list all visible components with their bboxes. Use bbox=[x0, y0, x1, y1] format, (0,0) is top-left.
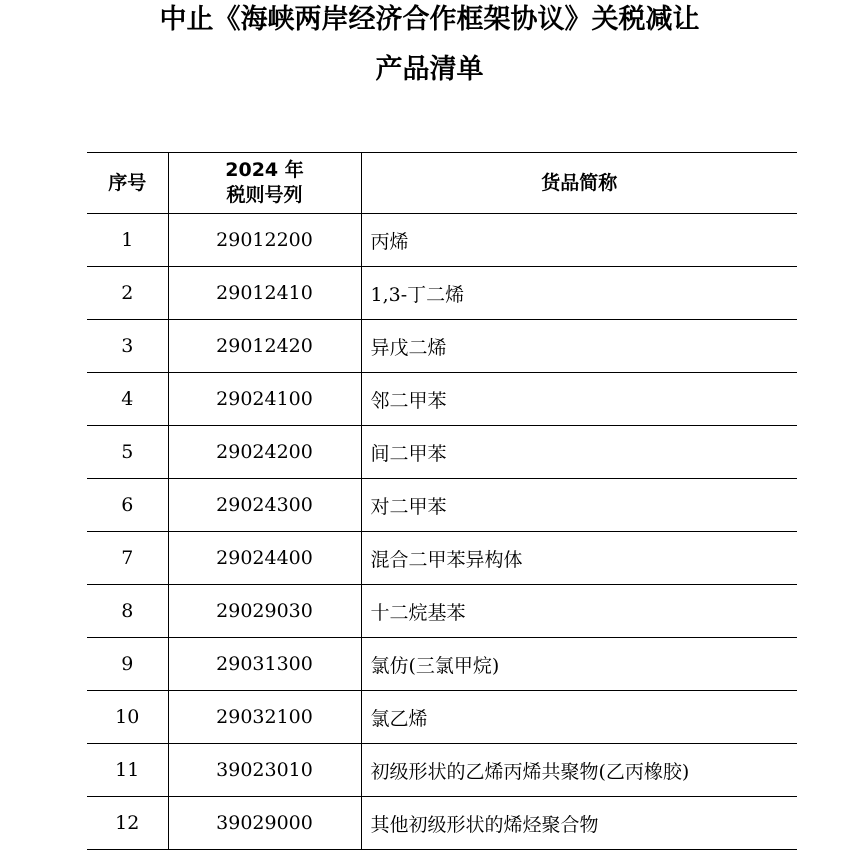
row-tariff-code: 29024300 bbox=[168, 479, 361, 532]
row-seq: 8 bbox=[87, 585, 168, 638]
row-tariff-code: 39023010 bbox=[168, 744, 361, 797]
row-tariff-code: 29024100 bbox=[168, 373, 361, 426]
row-product-name: 丙烯 bbox=[361, 214, 797, 267]
row-tariff-code: 29024400 bbox=[168, 532, 361, 585]
table-header-row bbox=[87, 153, 797, 214]
row-product-name: 其他初级形状的烯烃聚合物 bbox=[361, 797, 797, 850]
table-row bbox=[87, 214, 797, 267]
row-tariff-code: 29029030 bbox=[168, 585, 361, 638]
table-row bbox=[87, 267, 797, 320]
header-tariff-code-label: 税则号列 bbox=[226, 184, 303, 206]
header-product-name: 货品简称 bbox=[361, 153, 797, 214]
table-row bbox=[87, 585, 797, 638]
table-row bbox=[87, 691, 797, 744]
row-product-name: 氯仿(三氯甲烷) bbox=[361, 638, 797, 691]
row-tariff-code: 29012420 bbox=[168, 320, 361, 373]
row-product-name: 邻二甲苯 bbox=[361, 373, 797, 426]
row-tariff-code: 29031300 bbox=[168, 638, 361, 691]
row-product-name: 氯乙烯 bbox=[361, 691, 797, 744]
row-seq: 4 bbox=[87, 373, 168, 426]
table-row bbox=[87, 426, 797, 479]
row-tariff-code: 39029000 bbox=[168, 797, 361, 850]
table-row bbox=[87, 532, 797, 585]
row-tariff-code: 29012200 bbox=[168, 214, 361, 267]
row-seq: 11 bbox=[87, 744, 168, 797]
row-product-name: 初级形状的乙烯丙烯共聚物(乙丙橡胶) bbox=[361, 744, 797, 797]
row-tariff-code: 29032100 bbox=[168, 691, 361, 744]
table-row bbox=[87, 479, 797, 532]
row-seq: 5 bbox=[87, 426, 168, 479]
document-title-line2: 产品清单 bbox=[375, 54, 484, 85]
tariff-product-table bbox=[87, 152, 797, 850]
row-product-name: 混合二甲苯异构体 bbox=[361, 532, 797, 585]
row-seq: 12 bbox=[87, 797, 168, 850]
row-tariff-code: 29024200 bbox=[168, 426, 361, 479]
row-seq: 7 bbox=[87, 532, 168, 585]
row-seq: 10 bbox=[87, 691, 168, 744]
row-seq: 1 bbox=[87, 214, 168, 267]
table-row bbox=[87, 320, 797, 373]
document-title-line1: 中止《海峡两岸经济合作框架协议》关税减让 bbox=[159, 4, 700, 35]
header-tariff-code bbox=[168, 153, 361, 214]
row-product-name: 1,3-丁二烯 bbox=[361, 267, 797, 320]
table-row bbox=[87, 373, 797, 426]
table-row bbox=[87, 638, 797, 691]
row-seq: 3 bbox=[87, 320, 168, 373]
row-seq: 9 bbox=[87, 638, 168, 691]
row-tariff-code: 29012410 bbox=[168, 267, 361, 320]
table-row bbox=[87, 744, 797, 797]
row-product-name: 间二甲苯 bbox=[361, 426, 797, 479]
table-row bbox=[87, 797, 797, 850]
row-seq: 2 bbox=[87, 267, 168, 320]
header-seq: 序号 bbox=[87, 153, 168, 214]
row-product-name: 对二甲苯 bbox=[361, 479, 797, 532]
row-product-name: 异戊二烯 bbox=[361, 320, 797, 373]
row-product-name: 十二烷基苯 bbox=[361, 585, 797, 638]
header-tariff-code-year: 2024 年 bbox=[225, 159, 304, 181]
row-seq: 6 bbox=[87, 479, 168, 532]
